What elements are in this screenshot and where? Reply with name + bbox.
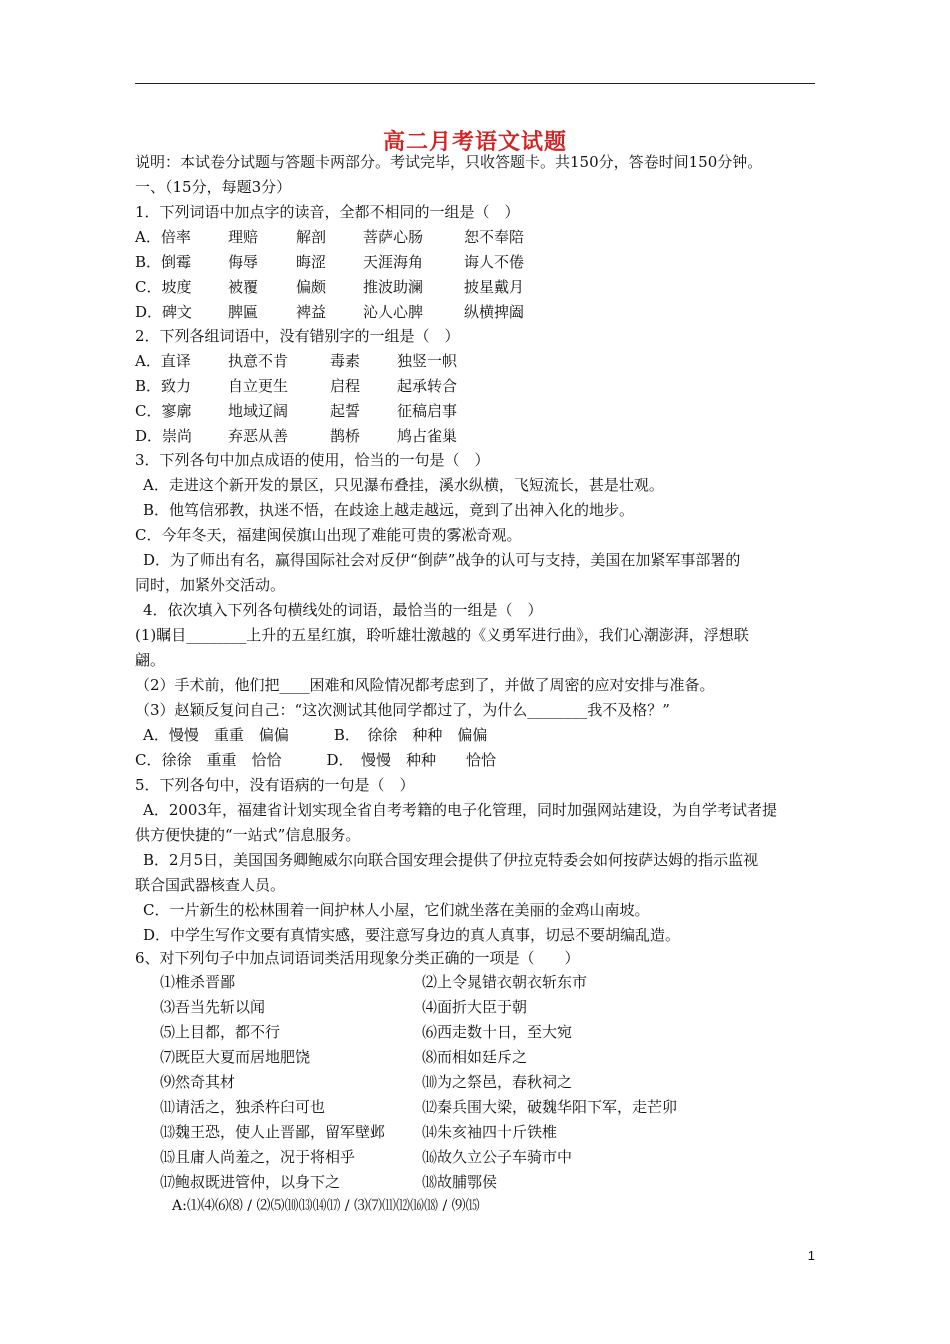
question-2-option-r2-c1: B．致力: [135, 377, 192, 395]
question-5-stem: 5．下列各句中，没有语病的一句是（ ）: [135, 776, 415, 794]
question-5-option-d: D．中学生写作文要有真情实感，要注意写身边的真人真事，切忌不要胡编乱造。: [143, 926, 681, 944]
question-5-option-b-cont: 联合国武器核查人员。: [135, 876, 286, 894]
question-5-option-c: C．一片新生的松林围着一间护林人小屋，它们就坐落在美丽的金鸡山南坡。: [143, 901, 650, 919]
question-6-sentence-r8-c1: ⒂且庸人尚羞之，况于将相乎: [160, 1148, 356, 1166]
exam-instructions: 说明：本试卷分试题与答题卡两部分。考试完毕，只收答题卡。共150分，答卷时间150分钟。: [135, 153, 763, 171]
question-6-sentence-r6-c2: ⑿秦兵围大梁，破魏华阳下军，走芒卯: [422, 1098, 678, 1116]
question-1-option-r1-c4: 菩萨心肠: [363, 228, 424, 246]
question-3-stem: 3．下列各句中加点成语的使用，恰当的一句是（ ）: [135, 451, 490, 469]
question-6-sentence-r3-c2: ⑹西走数十日，至大宛: [422, 1023, 573, 1041]
question-5-option-a: A．2003年，福建省计划实现全省自考考籍的电子化管理，同时加强网站建设，为自学考试者提: [143, 801, 778, 819]
question-2-stem: 2．下列各组词语中，没有错别字的一组是（ ）: [135, 327, 460, 345]
section-heading: 一、（15分，每题3分）: [135, 178, 292, 196]
question-6-sentence-r4-c1: ⑺既臣大夏而居地肥饶: [160, 1048, 311, 1066]
question-2-option-r4-c2: 弃恶从善: [228, 427, 289, 445]
question-1-option-r4-c1: D．碑文: [135, 303, 193, 321]
question-6-sentence-r1-c2: ⑵上令晁错衣朝衣斩东市: [422, 973, 588, 991]
question-3-option-c: C．今年冬天，福建闽侯旗山出现了难能可贵的雾凇奇观。: [135, 526, 522, 544]
question-4-options-ab: A．慢慢 重重 偏偏 B． 徐徐 种种 偏偏: [143, 726, 488, 744]
question-1-option-r2-c5: 诲人不倦: [464, 253, 525, 271]
question-2-option-r4-c4: 鸠占雀巢: [397, 427, 458, 445]
question-4-sentence-2: （2）手术前，他们把____困难和风险情况都考虑到了，并做了周密的应对安排与准备。: [135, 676, 715, 694]
question-1-option-r3-c4: 推波助澜: [363, 278, 424, 296]
question-1-option-r1-c1: A．倍率: [135, 228, 191, 246]
question-2-option-r1-c2: 执意不肯: [228, 352, 289, 370]
question-1-option-r4-c3: 裨益: [296, 303, 327, 321]
question-1-option-r1-c3: 解剖: [296, 228, 327, 246]
question-1-option-r2-c4: 天涯海角: [363, 253, 424, 271]
question-1-option-r4-c2: 脾匾: [228, 303, 259, 321]
question-6-sentence-r2-c1: ⑶吾当先斩以闻: [160, 998, 266, 1016]
question-6-sentence-r9-c1: ⒄鲍叔既进管仲，以身下之: [160, 1173, 341, 1191]
question-1-option-r3-c2: 被覆: [228, 278, 259, 296]
question-6-sentence-r8-c2: ⒃故久立公子车骑市中: [422, 1148, 573, 1166]
question-1-option-r4-c5: 纵横捭阖: [464, 303, 525, 321]
question-2-option-r3-c4: 征稿启事: [397, 402, 458, 420]
question-2-option-r1-c4: 独竖一帜: [397, 352, 458, 370]
question-2-option-r3-c2: 地域辽阔: [228, 402, 289, 420]
question-6-sentence-r4-c2: ⑻而相如廷斥之: [422, 1048, 528, 1066]
question-6-stem: 6、对下列句子中加点词语词类活用现象分类正确的一项是（ ）: [135, 949, 580, 967]
question-4-sentence-1-cont: 翩。: [135, 651, 166, 669]
question-2-option-r4-c1: D．崇尚: [135, 427, 193, 445]
page-title: 高二月考语文试题: [382, 130, 567, 155]
question-6-sentence-r2-c2: ⑷面折大臣于朝: [422, 998, 528, 1016]
question-1-option-r3-c1: C．坡度: [135, 278, 192, 296]
question-6-sentence-r6-c1: ⑾请活之，独杀杵臼可也: [160, 1098, 326, 1116]
question-6-sentence-r1-c1: ⑴椎杀晋鄙: [160, 973, 236, 991]
question-6-sentence-r7-c2: ⒁朱亥袖四十斤铁椎: [422, 1123, 558, 1141]
question-5-option-b: B．2月5日，美国国务卿鲍威尔向联合国安理会提供了伊拉克特委会如何按萨达姆的指示监视: [143, 851, 759, 869]
question-6-sentence-r7-c1: ⒀魏王恐，使人止晋鄙，留军壁邺: [160, 1123, 386, 1141]
question-1-stem: 1．下列词语中加点字的读音，全都不相同的一组是（ ）: [135, 203, 520, 221]
header-rule: [135, 83, 815, 84]
question-1-option-r2-c3: 晦涩: [296, 253, 327, 271]
question-1-option-r1-c2: 理赔: [228, 228, 259, 246]
question-4-sentence-1: (1)瞩目________上升的五星红旗，聆听雄壮激越的《义勇军进行曲》，我们心潮澎湃，浮想联: [135, 626, 749, 644]
question-2-option-r4-c3: 鹊桥: [330, 427, 361, 445]
question-3-option-d-cont: 同时，加紧外交活动。: [135, 576, 286, 594]
question-1-option-r2-c2: 侮辱: [228, 253, 259, 271]
question-5-option-a-cont: 供方便快捷的“一站式”信息服务。: [135, 826, 361, 844]
question-1-option-r3-c3: 偏颇: [296, 278, 327, 296]
question-1-option-r2-c1: B．倒霉: [135, 253, 192, 271]
question-6-sentence-r5-c2: ⑽为之祭邑，春秋祠之: [422, 1073, 573, 1091]
question-6-sentence-r5-c1: ⑼然奇其材: [160, 1073, 236, 1091]
question-2-option-r2-c2: 自立更生: [228, 377, 289, 395]
question-6-sentence-r3-c1: ⑸上目都，都不行: [160, 1023, 281, 1041]
question-6-sentence-r9-c2: ⒅故脯鄂侯: [422, 1173, 498, 1191]
question-2-option-r2-c3: 启程: [330, 377, 361, 395]
question-6-answer-a: A:⑴⑷⑹⑻ / ⑵⑸⑽⒀⒁⒄ / ⑶⑺⑾⑿⒃⒅ / ⑼⒂: [172, 1198, 480, 1214]
page-number: 1: [807, 1248, 815, 1263]
question-2-option-r3-c3: 起誓: [330, 402, 361, 420]
question-3-option-a: A．走进这个新开发的景区，只见瀑布叠挂，溪水纵横，飞短流长，甚是壮观。: [143, 476, 664, 494]
question-2-option-r1-c3: 毒素: [330, 352, 361, 370]
question-1-option-r1-c5: 恕不奉陪: [464, 228, 525, 246]
question-3-option-d: D．为了师出有名，赢得国际社会对反伊“倒萨”战争的认可与支持，美国在加紧军事部署的: [143, 551, 741, 569]
question-4-sentence-3: （3）赵颖反复问自己：“这次测试其他同学都过了，为什么________我不及格？”: [135, 701, 670, 719]
question-2-option-r3-c1: C．寥廓: [135, 402, 192, 420]
question-1-option-r4-c4: 沁人心脾: [363, 303, 424, 321]
question-2-option-r1-c1: A．直译: [135, 352, 191, 370]
question-3-option-b: B．他笃信邪教，执迷不悟，在歧途上越走越远，竟到了出神入化的地步。: [143, 501, 635, 519]
question-1-option-r3-c5: 披星戴月: [464, 278, 525, 296]
question-4-options-cd: C．徐徐 重重 恰恰 D． 慢慢 种种 恰恰: [135, 751, 497, 769]
question-2-option-r2-c4: 起承转合: [397, 377, 458, 395]
question-4-stem: 4．依次填入下列各句横线处的词语，最恰当的一组是（ ）: [143, 601, 543, 619]
